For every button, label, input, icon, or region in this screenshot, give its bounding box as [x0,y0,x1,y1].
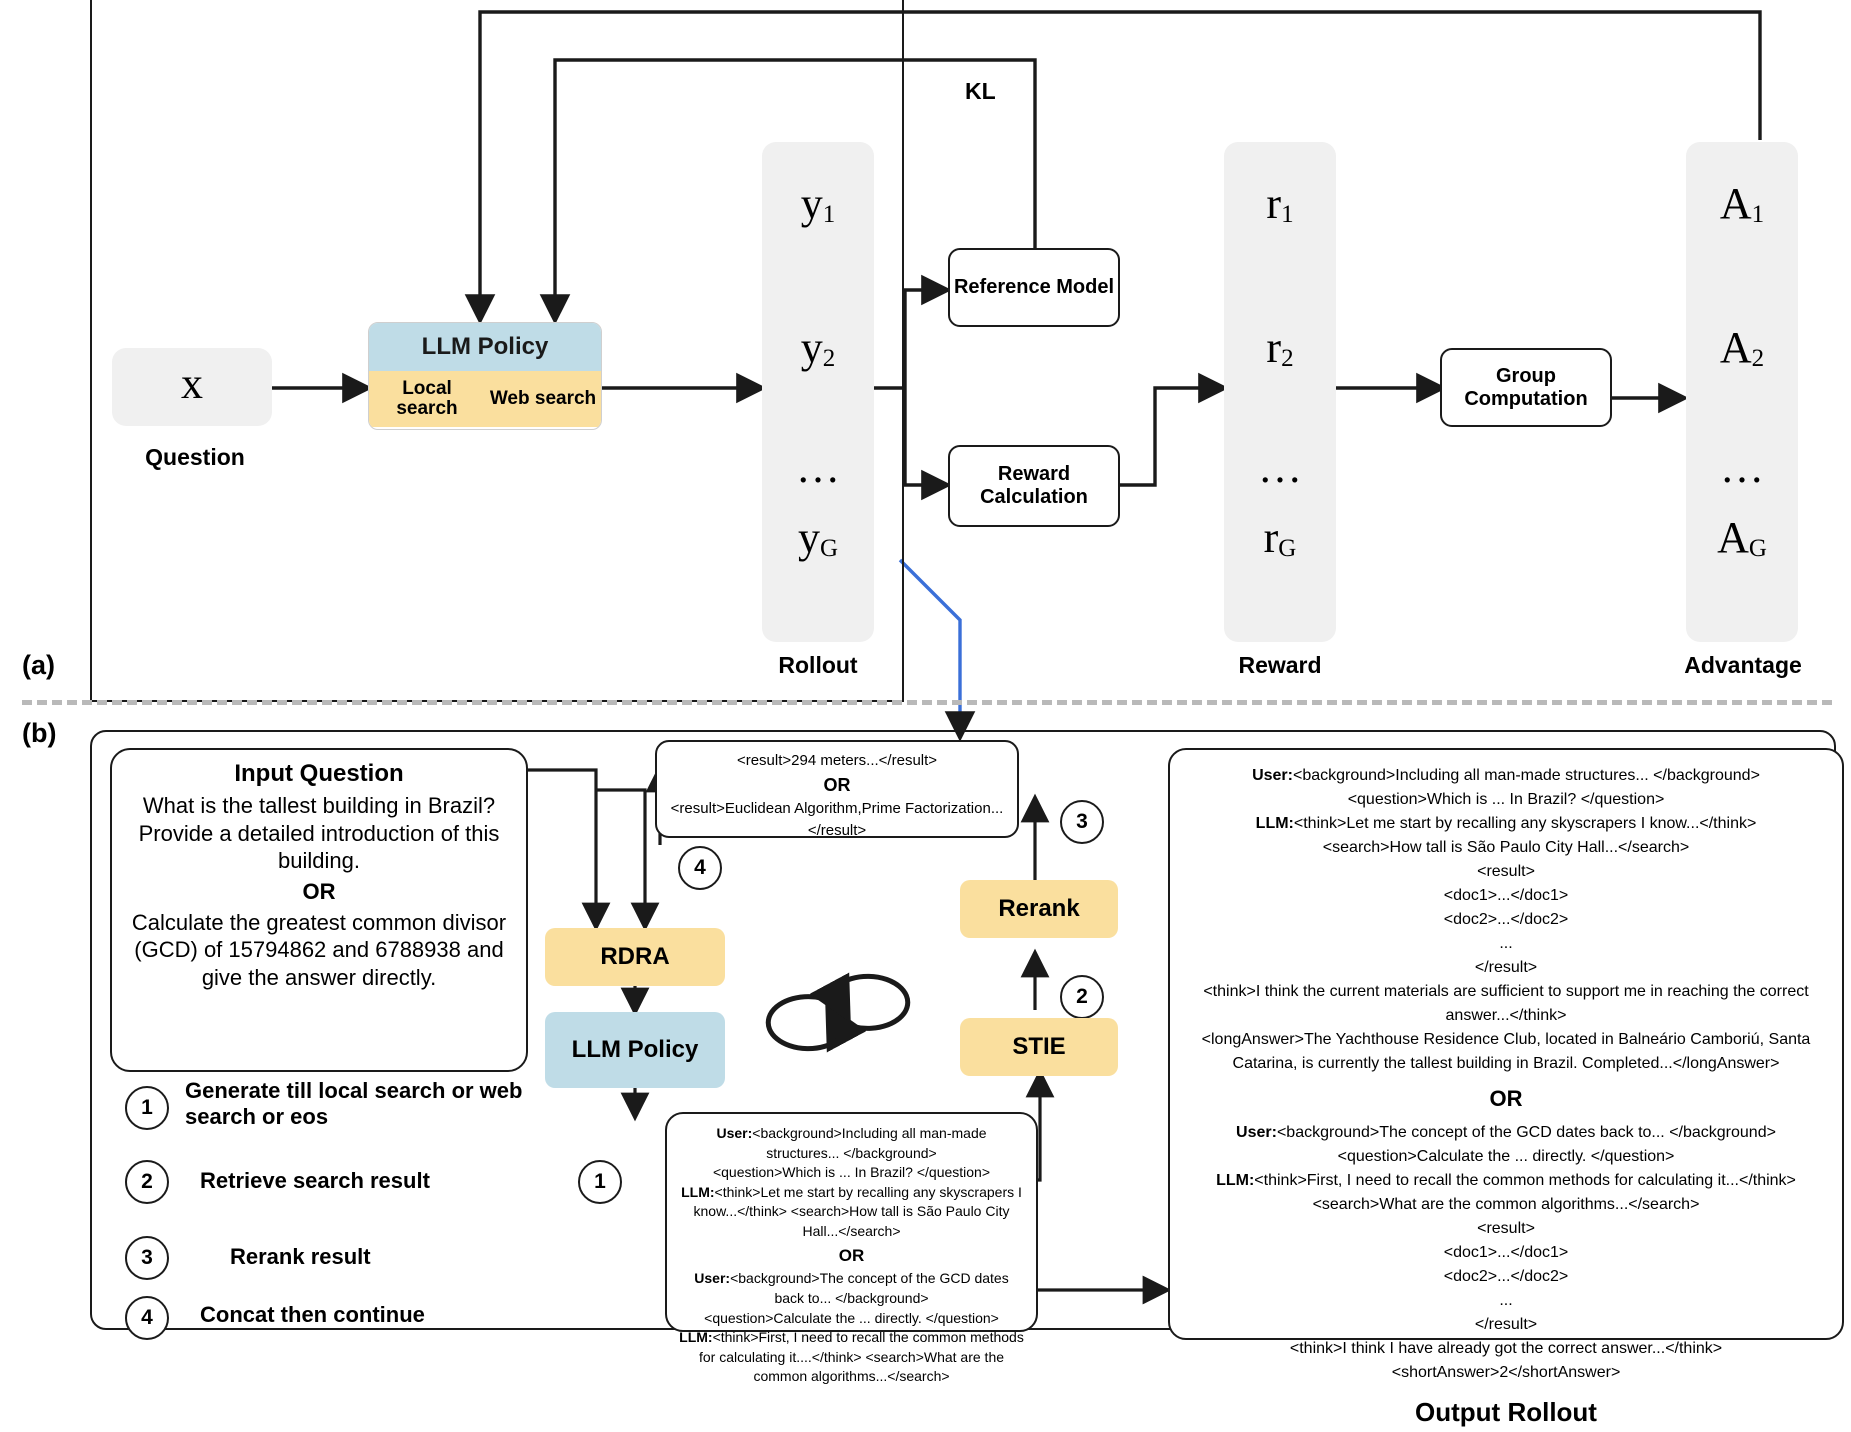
mid-user-1-role: User: [716,1125,753,1141]
kl-label: KL [965,78,996,104]
result-line-1: <result>294 meters...</result> [736,752,938,769]
flow-number-2: 2 [1060,975,1104,1019]
mid-llm-1 [679,1183,1024,1242]
search-result-box [655,740,1019,838]
out-a-doc1: <doc1>...</doc1> [1443,887,1569,904]
out-b-llm [1186,1169,1826,1193]
mid-user-2-question: <question>Calculate the ... directly. </question> [704,1309,999,1326]
out-b-dots: ... [1499,1292,1513,1309]
llm-policy-block-b[interactable] [545,1012,725,1088]
result-or: OR [823,774,851,795]
out-a-think-2: <think>I think the current materials are sufficient to support me in reaching the correct answer...</think> [1203,983,1809,1024]
out-or: OR [1489,1086,1523,1111]
out-b-user [1186,1121,1826,1145]
out-a-dots: ... [1499,935,1513,952]
rollout-item: y2 [800,323,836,373]
panel-b-label: (b) [22,718,57,748]
advantage-item: AG [1717,513,1767,563]
out-b-user-question: <question>Calculate the ... directly. </question> [1337,1148,1675,1165]
legend-step-4-number: 4 [125,1296,169,1340]
reference-model-label: Reference Model [953,276,1115,298]
rdra-label: RDRA [600,943,670,970]
out-a-llm-role: LLM: [1255,815,1294,832]
mid-llm-1-role: LLM: [681,1183,715,1200]
llm-policy-label-b: LLM Policy [571,1035,699,1063]
mid-user-2 [679,1269,1024,1308]
out-a-llm-think: <think>Let me start by recalling any skyscrapers I know...</think> [1293,815,1757,832]
group-computation-box[interactable] [1440,348,1612,427]
mid-user-1-text: <background>Including all man-made structures... </background> [752,1125,987,1161]
mid-llm-2 [679,1328,1024,1387]
reward-item: rG [1263,513,1297,563]
out-a-result-close: </result> [1474,959,1538,976]
out-b-llm-search: <search>What are the common algorithms...</search> [1312,1196,1700,1213]
reference-model-box[interactable] [948,248,1120,327]
advantage-item: A1 [1719,179,1765,229]
out-b-llm-role: LLM: [1216,1172,1255,1189]
rerank-label: Rerank [998,895,1080,922]
out-a-user-question: <question>Which is ... In Brazil? </question> [1347,791,1665,808]
reward-block [1224,142,1336,642]
mid-llm-2-role: LLM: [679,1329,713,1346]
advantage-item: A2 [1719,323,1765,373]
llm-policy-title: LLM Policy [369,323,601,371]
input-question-or: OR [302,878,336,904]
reward-calculation-box[interactable] [948,445,1120,527]
out-a-longanswer: <longAnswer>The Yachthouse Residence Club, located in Balneário Camboriú, Santa Catarina, is currently the tallest building in Brazil. Completed...</longAnswer> [1201,1031,1811,1072]
out-b-result-close: </result> [1474,1316,1538,1333]
out-b-llm-think: <think>First, I need to recall the common methods for calculating it...</think> [1254,1172,1796,1189]
advantage-ellipsis: … [1720,443,1764,492]
input-question-text-1: What is the tallest building in Brazil? Provide a detailed introduction of this building. [138,793,500,873]
input-question-box [110,748,528,1072]
mid-user-1 [679,1124,1024,1163]
mid-user-2-text: <background>The concept of the GCD dates back to... </background> [730,1270,1009,1306]
mid-user-1-question: <question>Which is ... In Brazil? </question> [712,1164,991,1181]
reward-item: r1 [1266,179,1294,229]
question-caption: Question [145,444,245,470]
llm-policy-block[interactable] [368,322,602,430]
rdra-block[interactable] [545,928,725,986]
stie-label: STIE [1012,1033,1066,1060]
mid-user-2-role: User: [694,1270,731,1287]
reward-calculation-label: Reward Calculation [980,463,1088,508]
stie-block[interactable] [960,1018,1118,1076]
legend-step-4-label: Concat then continue [200,1302,425,1327]
legend-step-1-number: 1 [125,1086,169,1130]
out-a-user-role: User: [1252,767,1293,784]
group-computation-label: Group Computation [1464,364,1588,410]
output-rollout-box [1168,748,1844,1427]
legend-step-2-label: Retrieve search result [200,1168,430,1193]
local-search-label[interactable]: Local search [396,378,458,419]
mid-conversation-box [665,1112,1038,1385]
out-b-doc2: <doc2>...</doc2> [1443,1268,1569,1285]
out-a-user [1186,764,1826,788]
out-b-user-bg: <background>The concept of the GCD dates back to... </background> [1276,1124,1776,1141]
out-a-llm-search: <search>How tall is São Paulo City Hall...</search> [1322,839,1690,856]
reward-item: r2 [1266,323,1294,373]
out-b-shortanswer: <shortAnswer>2</shortAnswer> [1391,1364,1621,1381]
out-a-doc2: <doc2>...</doc2> [1443,911,1569,928]
web-search-label[interactable]: Web search [489,388,597,410]
rollout-ellipsis: … [796,443,840,492]
out-b-think-2: <think>I think I have already got the correct answer...</think> [1289,1340,1723,1357]
panel-divider [22,700,1832,705]
rollout-block [762,142,874,642]
rollout-item: y1 [800,179,836,229]
reward-ellipsis: … [1258,443,1302,492]
out-b-doc1: <doc1>...</doc1> [1443,1244,1569,1261]
out-a-user-bg: <background>Including all man-made structures... </background> [1292,767,1760,784]
question-block [112,348,272,426]
advantage-block [1686,142,1798,642]
out-b-user-role: User: [1236,1124,1277,1141]
input-question-title: Input Question [234,760,404,787]
legend-step-1-label: Generate till local search or web search or eos [185,1078,523,1129]
legend-step-3-label: Rerank result [230,1244,371,1269]
out-a-result-open: <result> [1477,863,1535,880]
input-question-text-2: Calculate the greatest common divisor (GCD) of 15794862 and 6788938 and give the answer directly. [131,909,507,990]
flow-number-1: 1 [578,1160,622,1204]
mid-or: OR [838,1245,865,1265]
panel-a-label: (a) [22,650,55,680]
rollout-caption: Rollout [778,652,858,678]
advantage-caption: Advantage [1684,652,1802,678]
mid-llm-1-text: <think>Let me start by recalling any skyscrapers I know...</think> <search>How tall is São Paulo City Hall...</search> [693,1183,1022,1239]
mid-llm-2-text: <think>First, I need to recall the common methods for calculating it....</think> <search>What are the common algorithms...</search> [698,1329,1024,1385]
output-rollout-label: Output Rollout [1415,1397,1597,1427]
reward-caption: Reward [1238,652,1322,678]
out-a-llm [1186,812,1826,836]
rerank-block[interactable] [960,880,1118,938]
legend-step-2-number: 2 [125,1160,169,1204]
result-line-2: <result>Euclidean Algorithm,Prime Factorization...</result> [670,799,1004,839]
out-b-result-open: <result> [1477,1220,1535,1237]
legend-step-3-number: 3 [125,1236,169,1280]
rollout-item: yG [797,513,839,563]
flow-number-3: 3 [1060,800,1104,844]
flow-number-4: 4 [678,846,722,890]
question-variable: x [181,359,203,408]
